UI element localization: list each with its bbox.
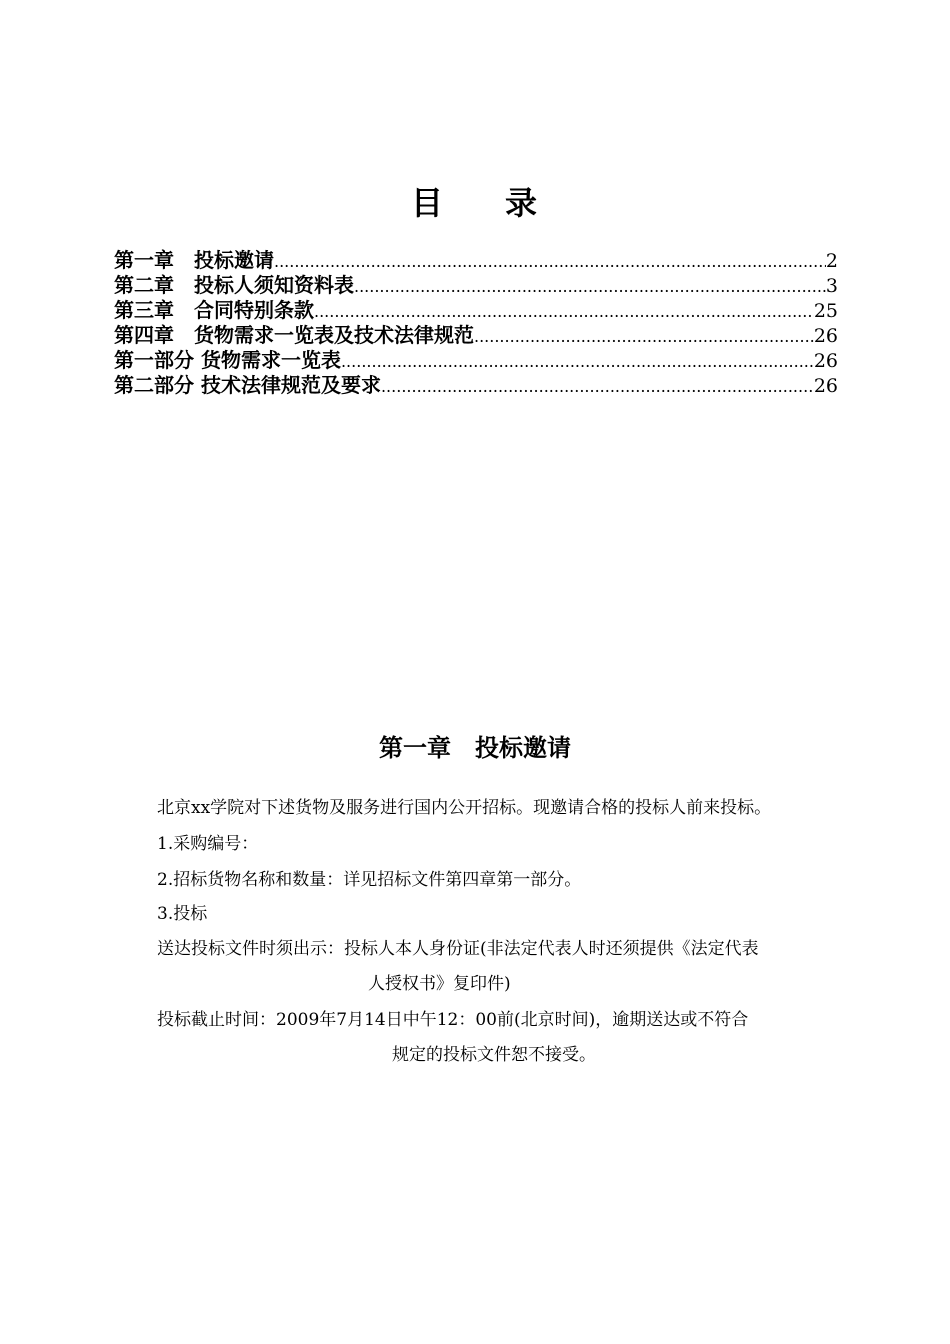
toc-leader-dots <box>381 374 814 399</box>
toc-entry-label: 第二章 投标人须知资料表 <box>114 273 354 297</box>
toc-entry-page: 26 <box>813 350 838 372</box>
item-procurement-number: 1.采购编号： <box>157 834 259 854</box>
deadline-line1: 投标截止时间：2009年7月14日中午12：00前(北京时间)，逾期送达或不符合 <box>157 1010 749 1030</box>
intro-paragraph: 北京xx学院对下述货物及服务进行国内公开招标。现邀请合格的投标人前来投标。 <box>157 798 772 818</box>
table-of-contents <box>114 248 838 398</box>
docs-requirement-line1: 送达投标文件时须出示：投标人本人身份证(非法定代表人时还须提供《法定代表 <box>157 939 759 959</box>
toc-title-right: 录 <box>505 184 540 222</box>
toc-title <box>0 178 950 224</box>
toc-entry-page: 3 <box>825 275 838 297</box>
toc-leader-dots <box>354 274 826 299</box>
toc-entry[interactable] <box>114 323 838 348</box>
toc-entry[interactable] <box>114 348 838 373</box>
docs-requirement-line2: 人授权书》复印件) <box>368 974 511 994</box>
toc-entry-label: 第四章 货物需求一览表及技术法律规范 <box>114 323 474 347</box>
toc-entry-label: 第二部分 技术法律规范及要求 <box>114 373 381 397</box>
toc-entry-page: 26 <box>813 375 838 397</box>
toc-title-left: 目 <box>410 184 445 222</box>
toc-leader-dots <box>274 249 826 274</box>
deadline-line2: 规定的投标文件恕不接受。 <box>392 1045 596 1065</box>
toc-entry-label: 第一章 投标邀请 <box>114 248 274 272</box>
chapter-title: 第一章 投标邀请 <box>379 733 571 762</box>
toc-entry-page: 25 <box>813 300 838 322</box>
toc-leader-dots <box>314 299 814 324</box>
item-bidding: 3.投标 <box>157 904 208 924</box>
item-goods-name: 2.招标货物名称和数量：详见招标文件第四章第一部分。 <box>157 870 582 890</box>
toc-entry-page: 26 <box>813 325 838 347</box>
toc-leader-dots <box>474 324 814 349</box>
toc-entry-page: 2 <box>825 250 838 272</box>
toc-entry[interactable] <box>114 373 838 398</box>
toc-leader-dots <box>341 349 814 374</box>
toc-entry-label: 第三章 合同特别条款 <box>114 298 314 322</box>
toc-entry[interactable] <box>114 298 838 323</box>
toc-entry-label: 第一部分 货物需求一览表 <box>114 348 341 372</box>
toc-entry[interactable] <box>114 248 838 273</box>
toc-entry[interactable] <box>114 273 838 298</box>
